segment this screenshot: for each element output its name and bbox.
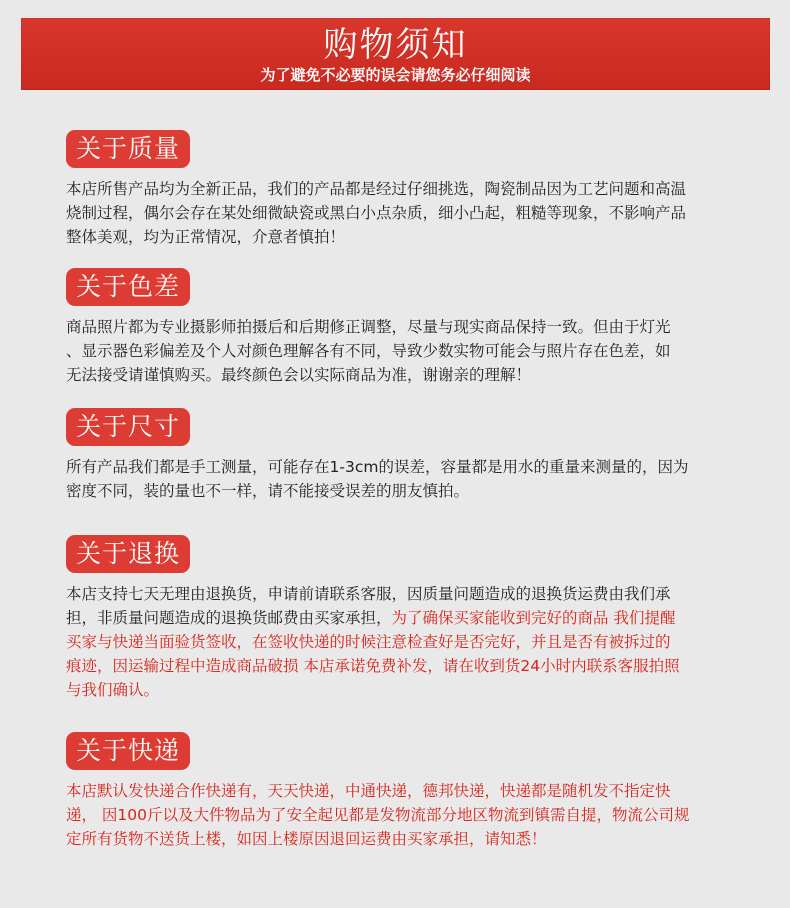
header-banner <box>21 18 770 90</box>
section-heading-size: 关于尺寸 <box>66 408 190 446</box>
text-line-highlight: 与我们确认。 <box>66 681 160 699</box>
text-line: 密度不同，装的量也不一样，请不能接受误差的朋友慎拍。 <box>66 482 470 500</box>
text-line-highlight: 定所有货物不送货上楼，如因上楼原因退回运费由买家承担，请知悉！ <box>66 830 547 848</box>
section-text-color-difference <box>66 315 746 387</box>
text-line-highlight: 本店默认发快递合作快递有，天天快递，中通快递，德邦快递，快递都是随机发不指定快 <box>66 782 671 800</box>
section-color-difference <box>66 268 746 387</box>
section-heading-quality: 关于质量 <box>66 130 190 168</box>
text-segment: 担，非质量问题造成的退换货邮费由买家承担， <box>66 609 392 627</box>
section-text-quality <box>66 177 746 249</box>
section-heading-color-difference: 关于色差 <box>66 268 190 306</box>
text-line: 商品照片都为专业摄影师拍摄后和后期修正调整，尽量与现实商品保持一致。但由于灯光 <box>66 318 671 336</box>
text-line: 无法接受请谨慎购买。最终颜色会以实际商品为准，谢谢亲的理解！ <box>66 366 532 384</box>
text-line: 烧制过程，偶尔会存在某处细微缺瓷或黑白小点杂质，细小凸起，粗糙等现象，不影响产品 <box>66 204 687 222</box>
page-title: 购物须知 <box>323 25 468 65</box>
text-line-highlight: 痕迹，因运输过程中造成商品破损 本店承诺免费补发，请在收到货24小时内联系客服拍照 <box>66 657 680 675</box>
section-text-size <box>66 455 746 503</box>
section-shipping <box>66 732 746 851</box>
text-line: 、显示器色彩偏差及个人对颜色理解各有不同，导致少数实物可能会与照片存在色差，如 <box>66 342 671 360</box>
text-line-highlight: 买家与快递当面验货签收，在签收快递的时候注意检查好是否完好，并且是否有被拆过的 <box>66 633 671 651</box>
text-line: 所有产品我们都是手工测量，可能存在1-3cm的误差，容量都是用水的重量来测量的，因为 <box>66 458 689 476</box>
section-text-shipping <box>66 779 746 851</box>
section-size <box>66 408 746 503</box>
text-line <box>66 606 746 630</box>
text-line: 本店所售产品均为全新正品，我们的产品都是经过仔细挑选，陶瓷制品因为工艺问题和高温 <box>66 180 687 198</box>
page-subtitle: 为了避免不必要的误会请您务必仔细阅读 <box>260 66 531 84</box>
text-line: 整体美观，均为正常情况，介意者慎拍！ <box>66 228 346 246</box>
section-quality <box>66 130 746 249</box>
text-line: 本店支持七天无理由退换货，申请前请联系客服，因质量问题造成的退换货运费由我们承 <box>66 585 671 603</box>
section-text-returns <box>66 582 746 702</box>
section-returns <box>66 535 746 702</box>
section-heading-returns: 关于退换 <box>66 535 190 573</box>
text-segment-highlight: 为了确保买家能收到完好的商品 我们提醒 <box>391 609 676 627</box>
text-line-highlight: 递， 因100斤以及大件物品为了安全起见都是发物流部分地区物流到镇需自提，物流公司规 <box>66 806 690 824</box>
section-heading-shipping: 关于快递 <box>66 732 190 770</box>
